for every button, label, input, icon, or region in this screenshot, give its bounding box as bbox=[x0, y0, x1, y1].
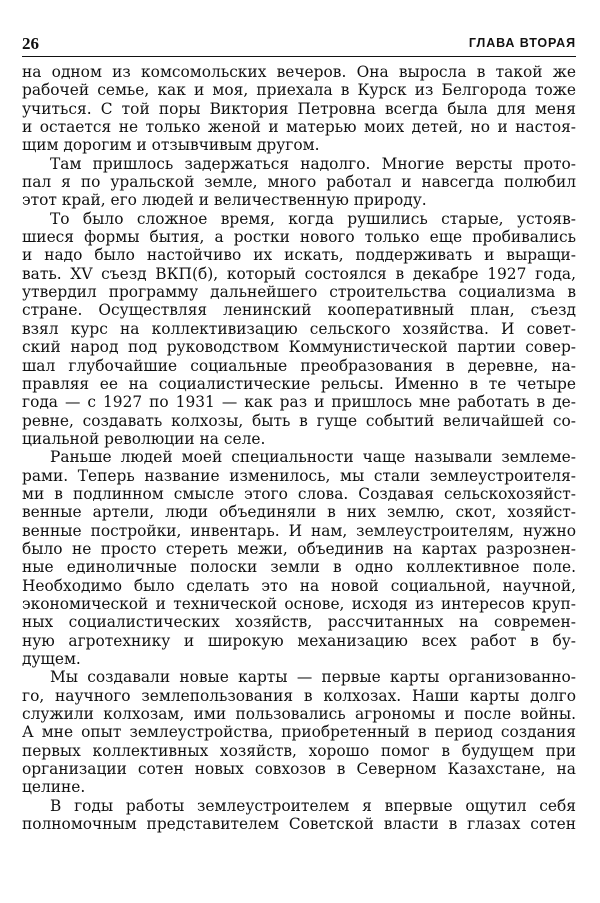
body-text bbox=[22, 63, 576, 833]
text-line: пал я по уральской земле, много работал и навсегда полюбил bbox=[22, 173, 576, 192]
paragraph-first-line: То было сложное время, когда рушились старые, устояв- bbox=[50, 209, 576, 228]
text-line: было не просто стереть межи, объединив на картах разрознен- bbox=[22, 539, 576, 558]
paragraph-first-line: Мы создавали новые карты — первые карты организованно- bbox=[50, 668, 576, 687]
text-line: вать. XV съезд ВКП(б), который состоялся в декабре 1927 года, bbox=[22, 264, 576, 283]
paragraph-first-line: В годы работы землеустроителем я впервые ощутил себя bbox=[50, 796, 576, 815]
text-line: и надо было настойчиво их искать, поддерживать и выращи- bbox=[22, 246, 576, 265]
text-line: шиеся формы бытия, а ростки нового только еще пробивались bbox=[22, 228, 576, 247]
page-number: 26 bbox=[22, 34, 39, 53]
text-line: утвердил программу дальнейшего строительства социализма в bbox=[22, 283, 576, 302]
paragraph-first-line: Там пришлось задержаться надолго. Многие версты прото- bbox=[50, 154, 576, 173]
text-line: дущем. bbox=[22, 650, 81, 668]
text-line: и остается не только женой и матерью моих детей, но и настоя- bbox=[22, 118, 576, 137]
text-line: стране. Осуществляя ленинский кооперативный план, съезд bbox=[22, 301, 576, 320]
text-line: циальной революции на селе. bbox=[22, 429, 266, 448]
text-line: целине. bbox=[22, 778, 86, 797]
text-line: года — с 1927 по 1931 — как раз и пришлось мне работать в де- bbox=[22, 393, 576, 412]
text-line: ский народ под руководством Коммунистической партии совер- bbox=[22, 338, 576, 357]
page-header bbox=[22, 34, 576, 57]
text-line: полномочным представителем Советской власти в глазах сотен bbox=[22, 815, 576, 834]
text-line: ми в подлинном смысле этого слова. Создавая сельскохозяйст- bbox=[22, 484, 576, 503]
paragraph-first-line: Раньше людей моей специальности чаще называли землемe- bbox=[50, 448, 576, 467]
text-line: рами. Теперь название изменилось, мы стали землеустроителя- bbox=[22, 466, 576, 485]
text-line: ревне, создавать колхозы, быть в гуще событий величайшей со- bbox=[22, 411, 576, 430]
text-line: этот край, его людей и величественную природу. bbox=[22, 191, 427, 210]
text-line: венные артели, люди объединяли в них землю, скот, хозяйст- bbox=[22, 503, 576, 522]
text-line: щим дорогим и отзывчивым другом. bbox=[22, 136, 320, 155]
text-line: ные единоличные полоски земли в одно коллективное поле. bbox=[22, 558, 576, 577]
text-line: Необходимо было сделать это на новой социальной, научной, bbox=[22, 576, 576, 595]
text-line: организации сотен новых совхозов в Северном Казахстане, на bbox=[22, 760, 576, 779]
text-line: А мне опыт землеустройства, приобретенный в период создания bbox=[22, 723, 576, 742]
running-title: ГЛАВА ВТОРАЯ bbox=[468, 36, 576, 50]
text-line: правляя ее на социалистические рельсы. Именно в те четыре bbox=[22, 374, 576, 393]
text-line: венные постройки, инвентарь. И нам, землеустроителям, нужно bbox=[22, 521, 576, 540]
text-line: экономической и технической основе, исходя из интересов круп- bbox=[22, 594, 576, 613]
text-line: взял курс на коллективизацию сельского хозяйства. И совет- bbox=[22, 319, 576, 338]
text-line: шал глубочайшие социальные преобразования в деревне, на- bbox=[22, 356, 576, 375]
text-line: служили колхозам, ими пользовались агрономы и после войны. bbox=[22, 705, 576, 724]
text-line: учиться. С той поры Виктория Петровна всегда была для меня bbox=[22, 99, 576, 118]
text-line: ную агротехнику и широкую механизацию всех работ в бу- bbox=[22, 631, 576, 650]
text-line: рабочей семье, как и моя, приехала в Курск из Белгорода тоже bbox=[22, 81, 576, 100]
text-line: первых коллективных хозяйств, хорошо помог в будущем при bbox=[22, 741, 576, 760]
text-line: го, научного землепользования в колхозах. Наши карты долго bbox=[22, 686, 576, 705]
text-line: ных социалистических хозяйств, рассчитанных на современ- bbox=[22, 613, 576, 632]
text-line: на одном из комсомольских вечеров. Она выросла в такой же bbox=[22, 63, 576, 81]
